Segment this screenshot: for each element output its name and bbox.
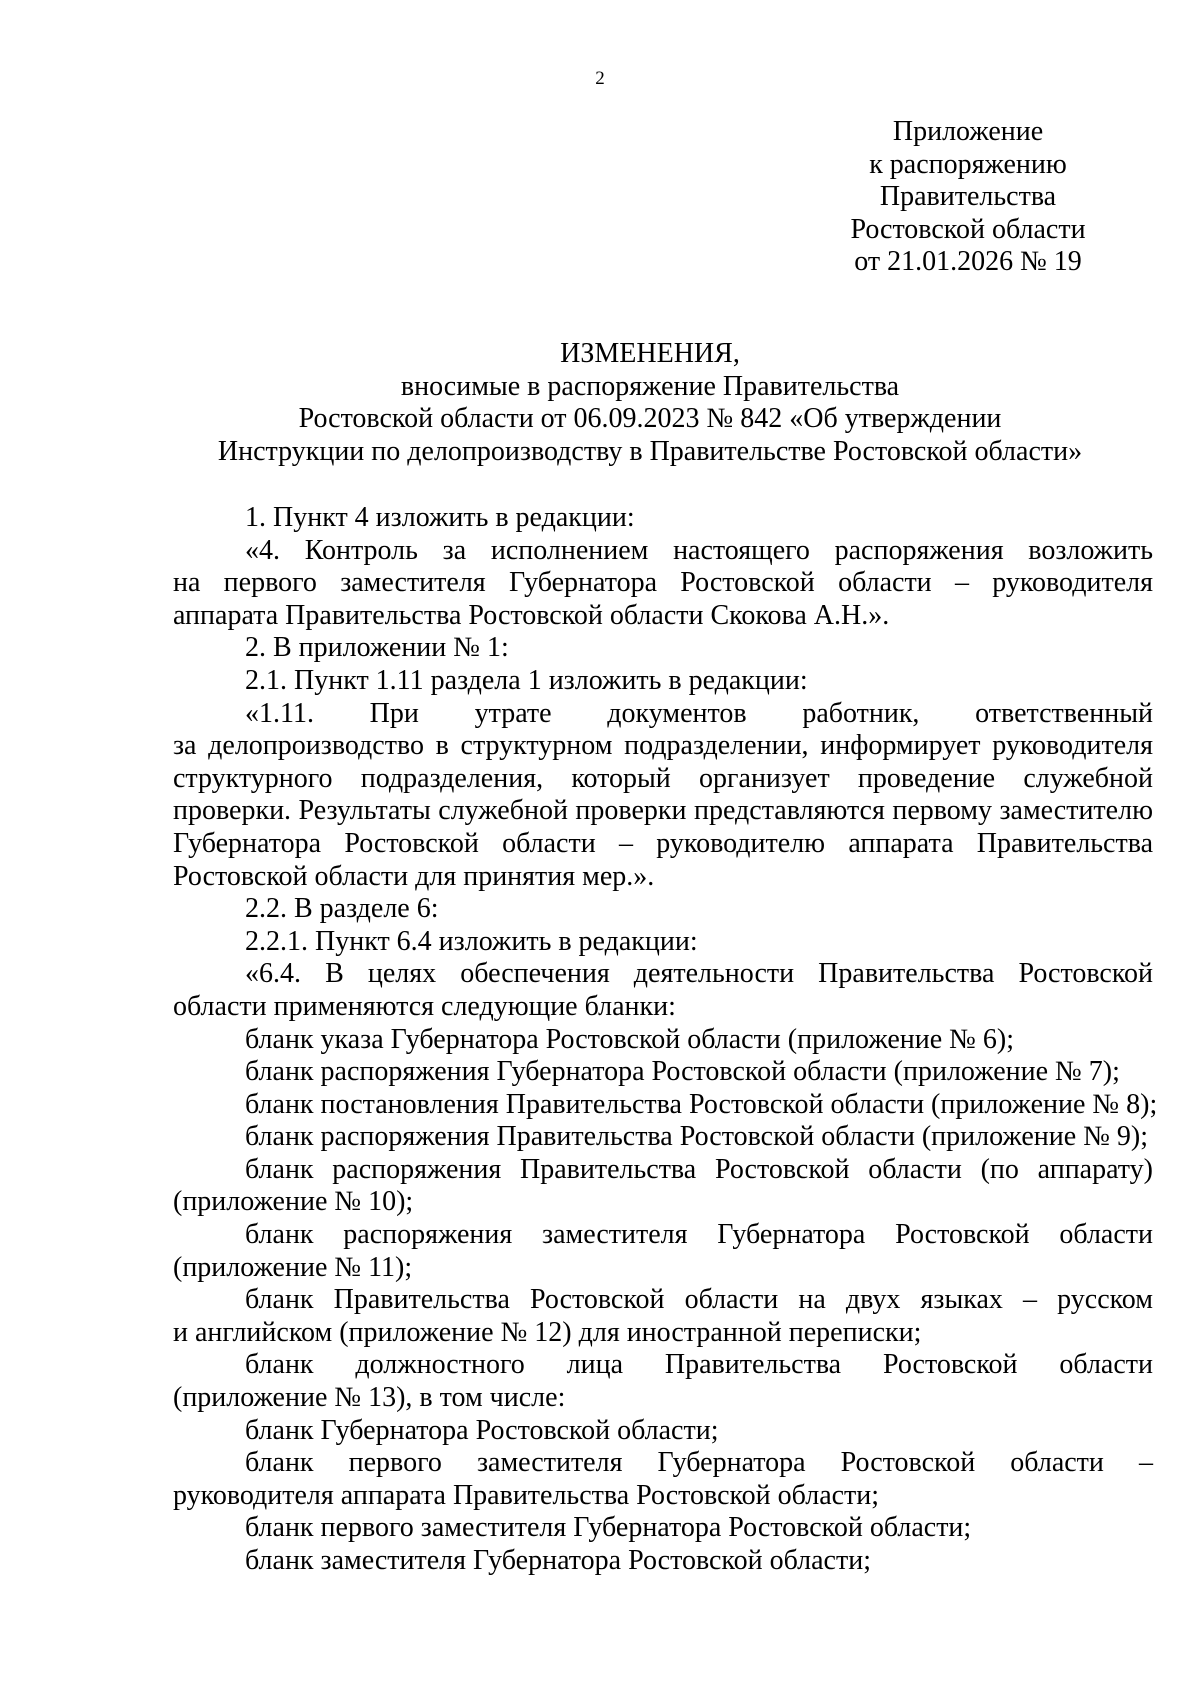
body-text-line: (приложение № 11);	[173, 1251, 413, 1283]
body-text-line: руководителя аппарата Правительства Ростовской области;	[173, 1479, 880, 1511]
appendix-line: Правительства	[879, 181, 1057, 212]
body-text-line: «4. Контроль за исполнением настоящего распоряжения возложить	[245, 534, 1153, 566]
body-text-line: бланк указа Губернатора Ростовской области (приложение № 6);	[245, 1023, 1014, 1055]
body-text-line: 2. В приложении № 1:	[245, 632, 509, 664]
page-number: 2	[595, 68, 605, 89]
body-text-line: «6.4. В целях обеспечения деятельности Правительства Ростовской	[245, 958, 1153, 990]
body-text-line: Губернатора Ростовской области – руководителю аппарата Правительства	[173, 827, 1153, 859]
appendix-line: к распоряжению	[869, 148, 1067, 180]
body-text-line: бланк заместителя Губернатора Ростовской области;	[245, 1545, 871, 1576]
body-text-line: области применяются следующие бланки:	[173, 990, 676, 1022]
body-text-line: бланк первого заместителя Губернатора Ростовской области;	[245, 1512, 972, 1544]
body-text-line: бланк распоряжения Правительства Ростовской области (по аппарату)	[245, 1153, 1153, 1185]
body-text-line: 2.2. В разделе 6:	[245, 893, 439, 925]
body-text-line: бланк Губернатора Ростовской области;	[245, 1414, 719, 1446]
appendix-line: от 21.01.2026 № 19	[854, 246, 1082, 277]
heading-subtitle-line: Инструкции по делопроизводству в Правительстве Ростовской области»	[217, 435, 1083, 467]
heading-title: ИЗМЕНЕНИЯ,	[560, 338, 740, 369]
body-text-line: 1. Пункт 4 изложить в редакции:	[245, 502, 635, 533]
body-text-line: структурного подразделения, который организует проведение служебной	[173, 762, 1153, 794]
appendix-line: Приложение	[892, 116, 1044, 147]
heading-subtitle-line: Ростовской области от 06.09.2023 № 842 «Об утверждении	[298, 403, 1002, 434]
body-text-line: бланк распоряжения Правительства Ростовской области (приложение № 9);	[245, 1121, 1149, 1153]
body-text-line: (приложение № 10);	[173, 1186, 414, 1218]
body-text-line: 2.1. Пункт 1.11 раздела 1 изложить в редакции:	[245, 664, 808, 696]
document-heading	[150, 338, 1150, 468]
appendix-block	[838, 116, 1098, 279]
body-text-line: и английском (приложение № 12) для иностранной переписки;	[173, 1316, 922, 1348]
body-text-line: бланк постановления Правительства Ростовской области (приложение № 8);	[245, 1088, 1158, 1120]
body-text-line: аппарата Правительства Ростовской области Скокова А.Н.».	[173, 599, 890, 631]
document-body	[173, 502, 1158, 1578]
body-text-line: бланк первого заместителя Губернатора Ростовской области –	[245, 1447, 1153, 1479]
body-text-line: бланк распоряжения Губернатора Ростовской области (приложение № 7);	[245, 1056, 1120, 1088]
body-text-line: на первого заместителя Губернатора Ростовской области – руководителя	[173, 567, 1153, 599]
body-text-line: Ростовской области для принятия мер.».	[173, 860, 655, 892]
body-text-line: 2.2.1. Пункт 6.4 изложить в редакции:	[245, 925, 698, 957]
appendix-line: Ростовской области	[850, 213, 1086, 245]
body-text-line: бланк Правительства Ростовской области на двух языках – русском	[245, 1284, 1153, 1316]
body-text-line: «1.11. При утрате документов работник, ответственный	[245, 697, 1153, 729]
body-text-line: бланк распоряжения заместителя Губернатора Ростовской области	[245, 1219, 1153, 1251]
body-text-line: проверки. Результаты служебной проверки представляются первому заместителю	[173, 795, 1153, 827]
body-text-line: бланк должностного лица Правительства Ростовской области	[245, 1349, 1153, 1381]
body-text-line: за делопроизводство в структурном подразделении, информирует руководителя	[173, 730, 1153, 762]
heading-subtitle-line: вносимые в распоряжение Правительства	[400, 370, 900, 402]
body-text-line: (приложение № 13), в том числе:	[173, 1382, 566, 1414]
